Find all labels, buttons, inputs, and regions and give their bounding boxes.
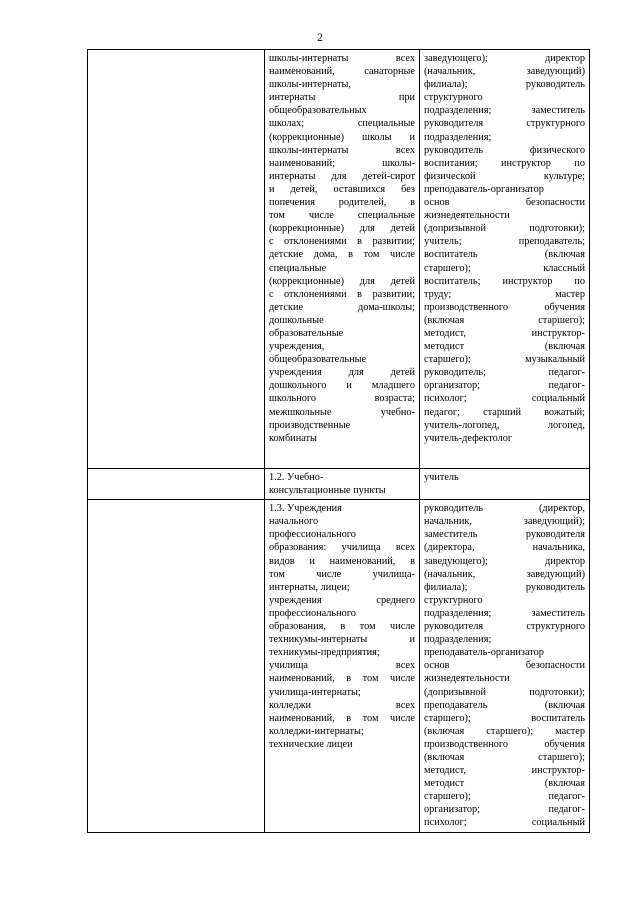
cell-text-line: воспитатель; инструктор по (424, 275, 585, 287)
cell-text-line: (включая старшего); мастер (424, 725, 585, 737)
cell-text-line: училища всех (269, 660, 415, 672)
cell-text-line: основ безопасности (424, 197, 585, 209)
cell-text-line: психолог; социальный (424, 393, 585, 405)
cell-text-line: методист (включая (424, 341, 585, 353)
cell-text-line: школы-интернаты всех (269, 53, 415, 64)
cell-text-line: общеобразовательных (269, 105, 367, 117)
cell-text-line: производственного обучения (424, 301, 585, 313)
cell-text-line: методист, инструктор- (424, 327, 585, 339)
cell-text-line: дошкольного и младшего (269, 380, 415, 392)
table-cell-col1 (88, 500, 265, 832)
cell-text-line: основ безопасности (424, 660, 585, 672)
table-row (88, 500, 590, 832)
cell-text-line: консультационные пункты (269, 485, 386, 497)
table-cell-col1 (88, 469, 265, 500)
cell-text-line: колледжи всех (269, 699, 415, 711)
cell-text-line: (коррекционные) для детей (269, 223, 415, 235)
cell-text-line: преподаватель-организатор (424, 647, 544, 659)
page-number: 2 (317, 32, 323, 44)
cell-text-line: филиала); руководитель (424, 79, 585, 91)
cell-text-line: интернаты для детей-сирот (269, 170, 415, 182)
cell-text-line: методист (включая (424, 778, 585, 790)
cell-text-line: попечения родителей, в (269, 197, 415, 209)
cell-text-line: техникумы-интернаты и (269, 634, 415, 646)
cell-text-line: (допризывной подготовки); (424, 223, 585, 235)
cell-text-line: межшкольные учебно- (269, 406, 415, 418)
cell-text-line: старшего); классный (424, 262, 585, 274)
cell-text-line: производственные (269, 419, 351, 431)
cell-text-line: с отклонениями в развитии; (269, 288, 415, 300)
cell-text-line: (включая старшего); (424, 751, 585, 763)
cell-text-line: школы-интернаты, (269, 79, 351, 91)
cell-text-line: подразделения; (424, 634, 492, 646)
table-cell-col2 (265, 50, 420, 469)
table-row (88, 469, 590, 500)
cell-text-line: и детей, оставшихся без (269, 183, 415, 195)
cell-text-line: учитель-дефектолог (424, 432, 513, 444)
cell-text-line: жизнедеятельности (424, 673, 510, 685)
cell-text-line: образования, в том числе (269, 621, 415, 633)
cell-text-line: руководитель физического (424, 144, 585, 156)
cell-text-line: детские дома, в том числе (269, 249, 415, 261)
document-table (87, 49, 590, 833)
cell-text-line: детские дома-школы; (269, 301, 415, 313)
cell-text-line: учреждения среднего (269, 594, 415, 606)
cell-text-line: наименований; школы- (269, 157, 415, 169)
cell-text-line: учреждения для детей (269, 367, 415, 379)
cell-text-line: профессионального (269, 529, 356, 541)
table-cell-col3 (420, 500, 590, 832)
cell-text-line: 1.3. Учреждения (269, 503, 342, 515)
table-cell-col2 (265, 500, 420, 832)
cell-text-line: организатор; педагог- (424, 804, 585, 816)
cell-text-line: профессионального (269, 607, 356, 619)
cell-text-line: психолог; социальный (424, 817, 585, 829)
cell-text-line: преподаватель (включая (424, 699, 585, 711)
table-cell-col1 (88, 50, 265, 469)
cell-text-line: школы-интернаты всех (269, 144, 415, 156)
cell-text-line: структурного (424, 594, 483, 606)
cell-text-line: старшего); воспитатель (424, 712, 585, 724)
cell-text-line: школах; специальные (269, 118, 415, 130)
cell-text-line: подразделения; заместитель (424, 105, 585, 117)
cell-text-line: наименований, в том числе (269, 673, 415, 685)
cell-text-line: видов и наименований, в (269, 555, 415, 567)
cell-text-line: педагог; старший вожатый; (424, 406, 585, 418)
cell-text-line: руководителя структурного (424, 118, 585, 130)
cell-text-line: дошкольные (269, 314, 324, 326)
cell-text-line: труду; мастер (424, 288, 585, 300)
cell-text-line: методист, инструктор- (424, 765, 585, 777)
cell-text-line: (директора, начальника, (424, 542, 585, 554)
cell-text-line: (начальник, заведующий) (424, 66, 585, 78)
cell-text-line: физической культуре; (424, 170, 585, 182)
cell-text-line: старшего); педагог- (424, 791, 585, 803)
cell-text-line: филиала); руководитель (424, 581, 585, 593)
cell-text-line: колледжи-интернаты; (269, 725, 364, 737)
cell-text-line: начального (269, 516, 319, 528)
table-row (88, 50, 590, 469)
cell-text-line: (допризывной подготовки); (424, 686, 585, 698)
cell-text-line: школьного возраста; (269, 393, 415, 405)
cell-text-line: интернаты, лицеи; (269, 581, 350, 593)
cell-text-line: технические лицеи (269, 738, 353, 750)
cell-text-line: подразделения; (424, 131, 492, 143)
cell-text-line: учитель; преподаватель; (424, 236, 585, 248)
cell-text-line: учреждения, (269, 341, 325, 353)
cell-text-line: комбинаты (269, 432, 317, 444)
cell-text-line: структурного (424, 92, 483, 104)
cell-text-line: учитель (424, 472, 459, 483)
cell-text-line: 1.2. Учебно- (269, 472, 324, 483)
cell-text-line: производственного обучения (424, 738, 585, 750)
cell-text-line: старшего); музыкальный (424, 354, 585, 366)
cell-text-line: интернаты при (269, 92, 415, 104)
cell-text-line: жизнедеятельности (424, 210, 510, 222)
cell-text-line: общеобразовательные (269, 354, 367, 366)
cell-text-line: с отклонениями в развитии; (269, 236, 415, 248)
cell-text-line: (включая старшего); (424, 314, 585, 326)
cell-text-line: начальник, заведующий); (424, 516, 585, 528)
cell-text-line: заведующего); директор (424, 555, 585, 567)
table-cell-col2 (265, 469, 420, 500)
cell-text-line: наименований, санаторные (269, 66, 415, 78)
cell-text-line: подразделения; заместитель (424, 607, 585, 619)
cell-text-line: руководителя структурного (424, 621, 585, 633)
cell-text-line: воспитатель (включая (424, 249, 585, 261)
cell-text-line: том числе училища- (269, 568, 415, 580)
table-cell-col3 (420, 469, 590, 500)
cell-text-line: (начальник, заведующий) (424, 568, 585, 580)
cell-text-line: учитель-логопед, логопед, (424, 419, 585, 431)
cell-text-line: (коррекционные) школы и (269, 131, 415, 143)
cell-text-line: наименований, в том числе (269, 712, 415, 724)
table-cell-col3 (420, 50, 590, 469)
cell-text-line: заведующего); директор (424, 53, 585, 64)
cell-text-line: специальные (269, 262, 327, 274)
cell-text-line: училища-интернаты; (269, 686, 361, 698)
cell-text-line: том числе специальные (269, 210, 415, 222)
cell-text-line: организатор; педагог- (424, 380, 585, 392)
cell-text-line: образовательные (269, 327, 344, 339)
cell-text-line: руководитель; педагог- (424, 367, 585, 379)
cell-text-line: техникумы-предприятия; (269, 647, 380, 659)
cell-text-line: руководитель (директор, (424, 503, 585, 515)
cell-text-line: воспитания; инструктор по (424, 157, 585, 169)
cell-text-line: заместитель руководителя (424, 529, 585, 541)
cell-text-line: преподаватель-организатор (424, 183, 544, 195)
cell-text-line: (коррекционные) для детей (269, 275, 415, 287)
cell-text-line: образования: училища всех (269, 542, 415, 554)
